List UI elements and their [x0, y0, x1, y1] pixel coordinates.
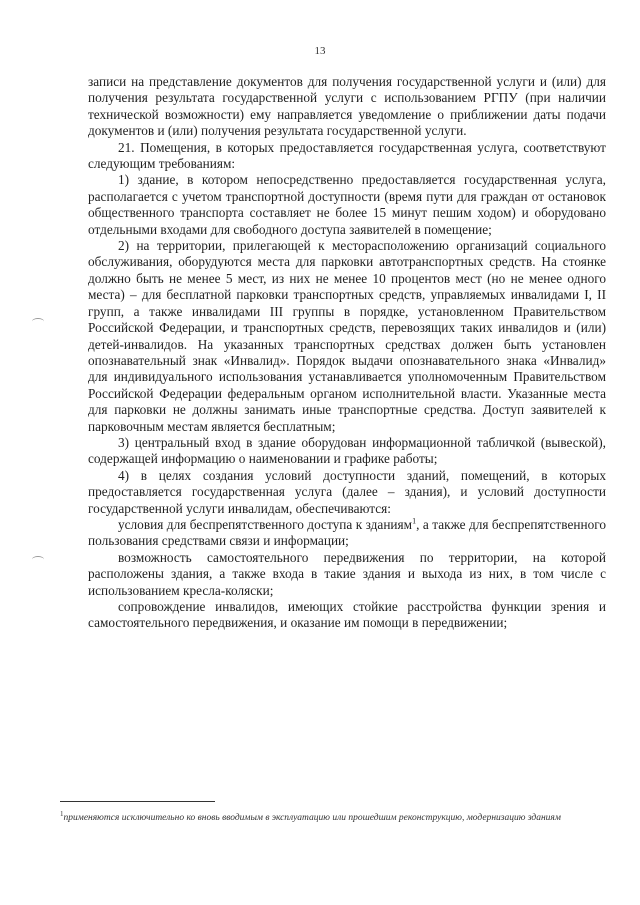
margin-mark [32, 556, 44, 563]
paragraph-escort: сопровождение инвалидов, имеющих стойкие расстройства функции зрения и самостоятельного передвижения, и оказание им помощи в передвижении; [88, 599, 606, 631]
paragraph-continuation: записи на представление документов для получения государственной услуги и (или) для получения результата государственной услуги с использованием РГПУ (при наличии технической возможности) ему направляется уведомление о приближении даты подачи документов и (или) получения результата государственной услуги. [88, 74, 606, 139]
margin-mark [32, 318, 44, 325]
paragraph-section-21: 21. Помещения, в которых предоставляется государственная услуга, соответствуют следующим требованиям: [88, 139, 606, 172]
footnote [60, 808, 580, 825]
access-conditions-text-rest: , а также для беспрепятственного пользования средствами связи и информации; [88, 516, 606, 549]
access-conditions-text: условия для беспрепятственного доступа к зданиям [118, 516, 413, 532]
page-number: 13 [314, 45, 326, 57]
paragraph-movement: возможность самостоятельного передвижения по территории, на которой расположены здания, а также входа в такие здания и выхода из них, в том числе с использованием кресла-коляски; [88, 549, 606, 598]
paragraph-access-conditions [88, 517, 606, 550]
paragraph-item-4: 4) в целях создания условий доступности зданий, помещений, в которых предоставляется государственная услуга (далее – здания), и условий доступности государственной услуги инвалидам, обеспечиваются: [88, 467, 606, 516]
footnote-reference: 1 [412, 516, 417, 526]
document-body [88, 74, 606, 632]
footnote-marker: 1 [60, 810, 64, 818]
footnote-text: применяются исключительно ко вновь вводимым в эксплуатацию или прошедшим реконструкцию, модернизацию зданиям [63, 813, 561, 824]
paragraph-item-2: 2) на территории, прилегающей к месторасположению организаций социального обслуживания, оборудуются места для парковки автотранспортных средств. На стоянке должно быть не менее 5 мест, из них не менее 10 процентов мест (но не менее одного места) – для бесплатной парковки транспортных средств, управляемых инвалидами I, II групп, а также инвалидами III группы в порядке, установленном Правительством Российской Федерации, и транспортных средств, перевозящих таких инвалидов и (или) детей-инвалидов. На указанных транспортных средствах должен быть установлен опознавательный знак «Инвалид». Порядок выдачи опознавательного знака «Инвалид» для индивидуального использования устанавливается уполномоченным Правительством Российской Федерации федеральным органом исполнительной власти. Указанные места для парковки не должны занимать иные транспортные средства. Доступ заявителей к парковочным местам является бесплатным; [88, 238, 606, 434]
paragraph-item-3: 3) центральный вход в здание оборудован информационной табличкой (вывеской), содержащей информацию о наименовании и графике работы; [88, 434, 606, 467]
paragraph-item-1: 1) здание, в котором непосредственно предоставляется государственная услуга, располагается с учетом транспортной доступности (время пути для граждан от остановок общественного транспорта составляет не более 15 минут пешим ходом) и оборудовано отдельными входами для свободного доступа заявителей в помещение; [88, 172, 606, 237]
footnote-divider [60, 801, 215, 802]
